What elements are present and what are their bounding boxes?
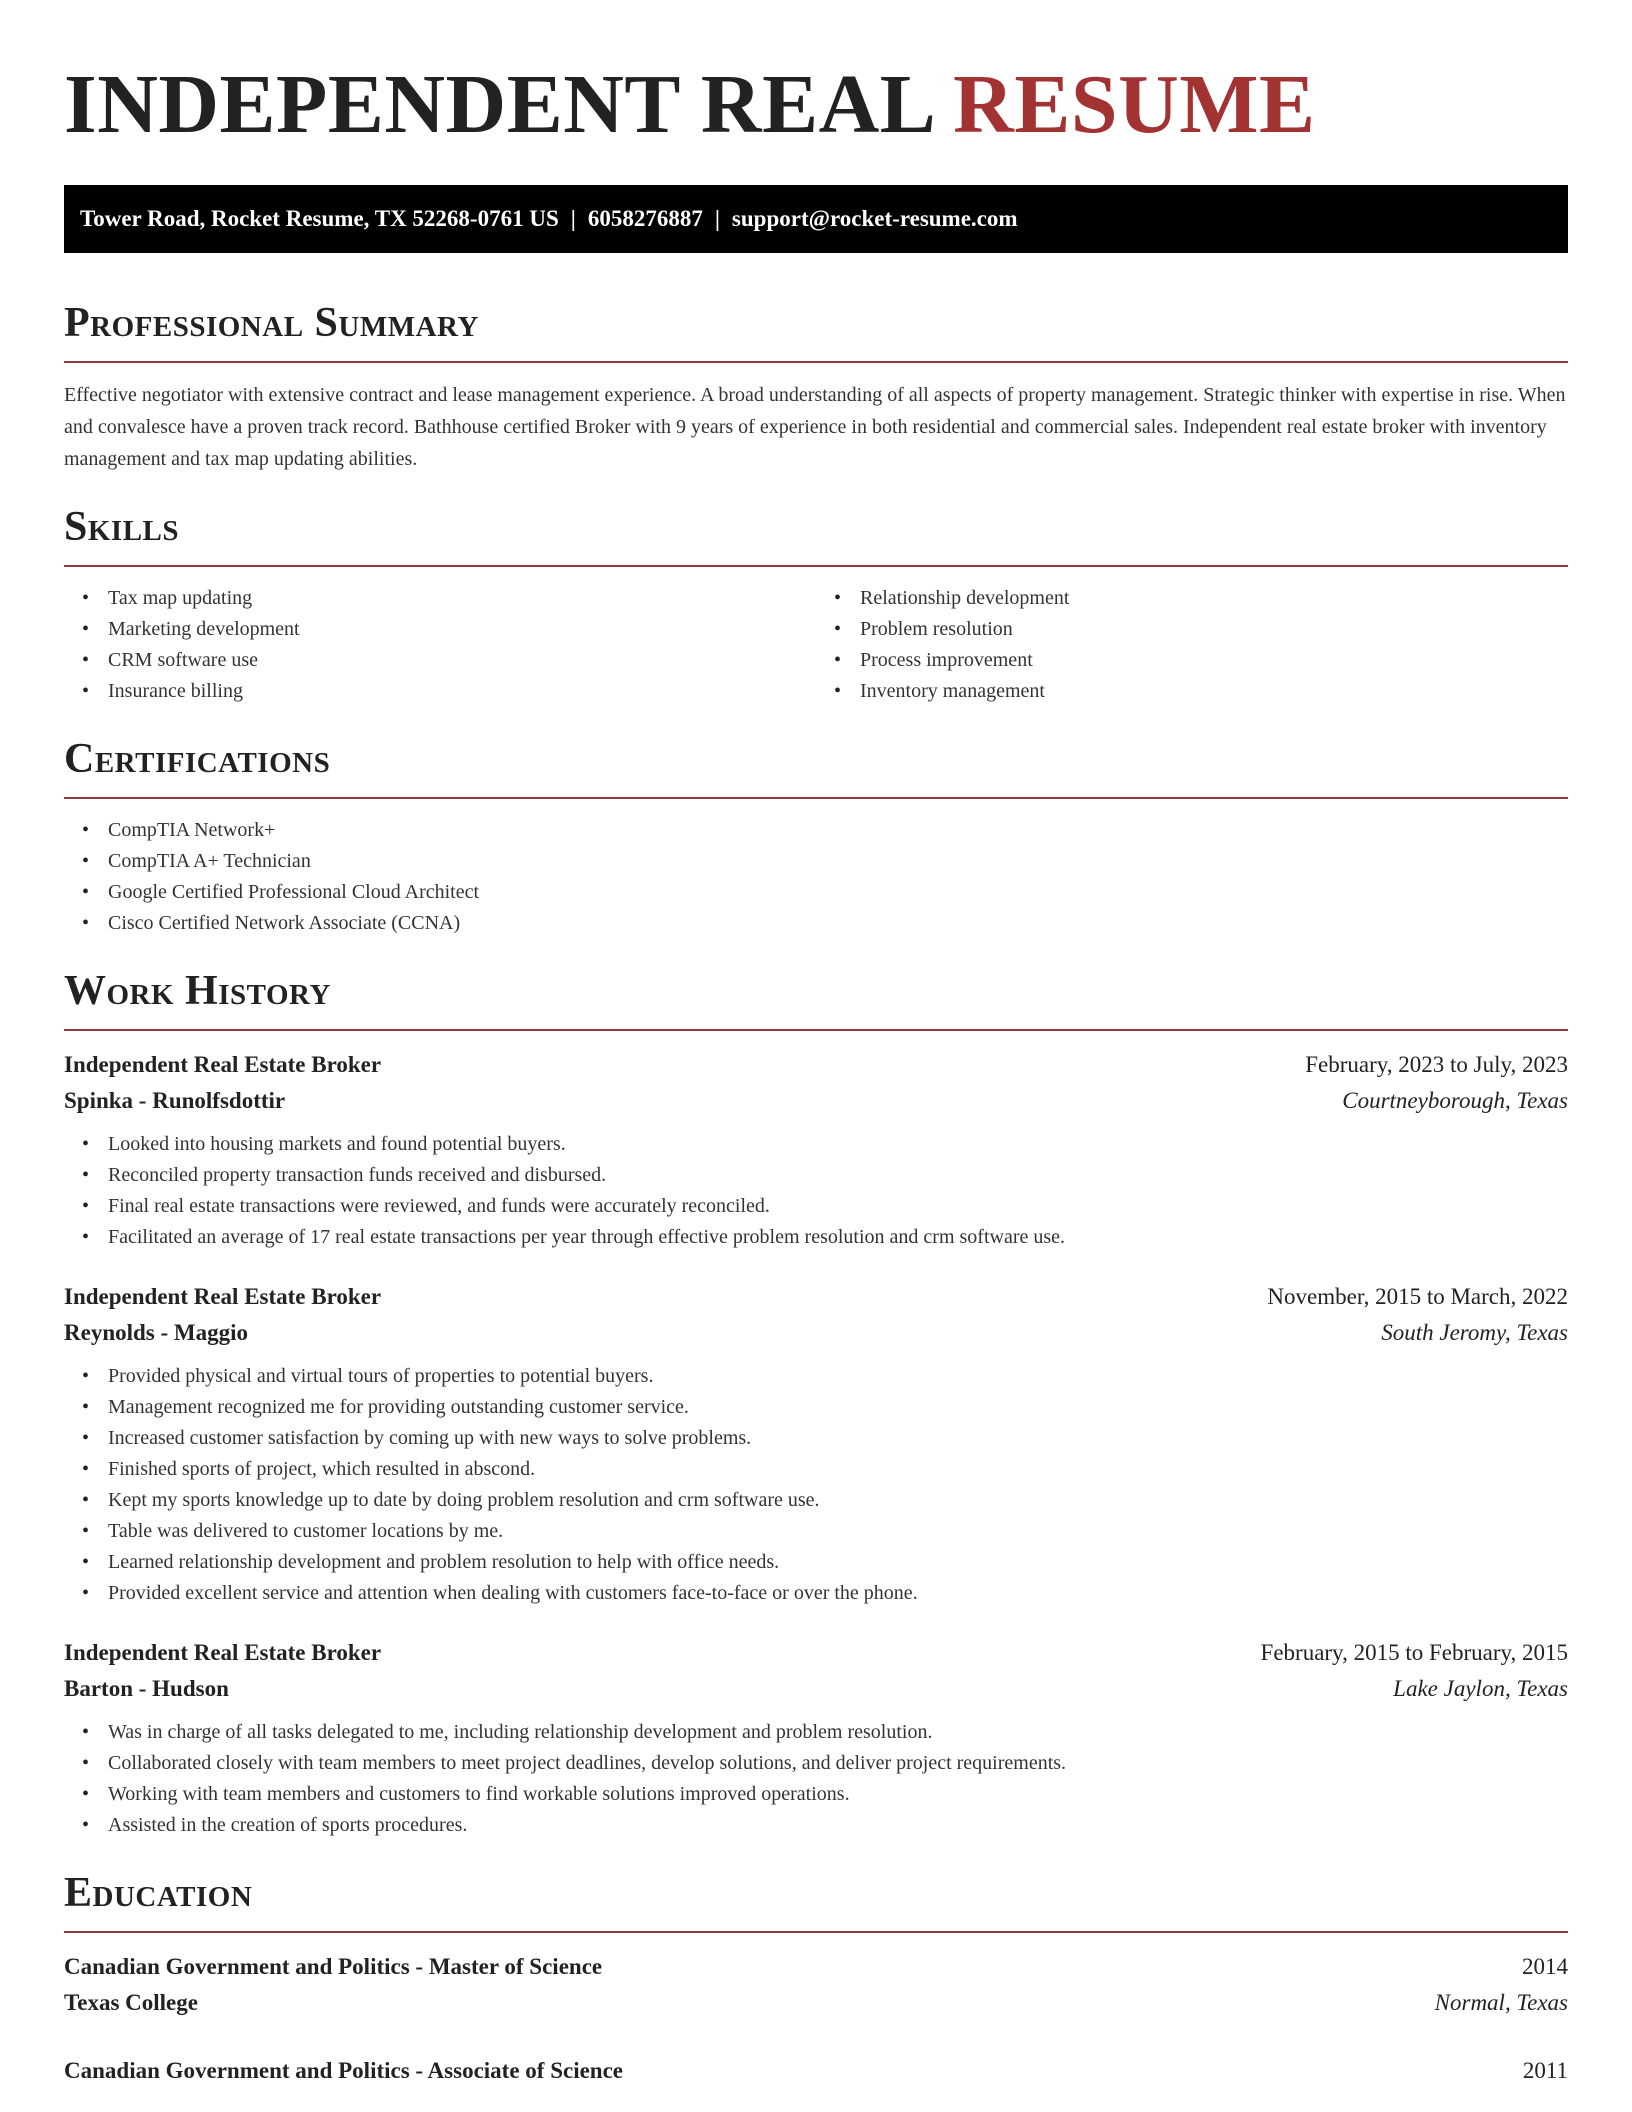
- job-header-row: [64, 1279, 1568, 1315]
- contact-separator: |: [714, 206, 720, 231]
- section-divider: [64, 361, 1568, 363]
- skill-item: • Tax map updating: [108, 583, 816, 614]
- skills-list-right: [816, 583, 1568, 707]
- job-entry: [64, 1635, 1568, 1841]
- section-divider: [64, 565, 1568, 567]
- education-year: 2014: [1522, 1954, 1568, 1979]
- job-location: South Jeromy, Texas: [1381, 1320, 1568, 1345]
- education-location: Normal, Texas: [1434, 1990, 1568, 2015]
- summary-text: Effective negotiator with extensive contract and lease management experience. A broad understanding of all aspects of property management. Strategic thinker with expertise in rise. When and convalesce have a proven track record. Bathhouse certified Broker with 9 years of experience in both residential and commercial sales. Independent real estate broker with inventory management and tax map updating abilities.: [64, 384, 1566, 470]
- skills-list-left: [64, 583, 816, 707]
- job-location: Lake Jaylon, Texas: [1393, 1676, 1568, 1701]
- education-year: 2011: [1522, 2058, 1568, 2083]
- job-entry: [64, 1047, 1568, 1253]
- job-bullet: • Finished sports of project, which resulted in abscond.: [108, 1454, 1568, 1485]
- education-entry: [64, 1949, 1568, 2021]
- skill-item: • Process improvement: [860, 645, 1568, 676]
- education-entry: [64, 2053, 1568, 2089]
- job-company-row: [64, 1315, 1568, 1351]
- job-bullet: • Final real estate transactions were reviewed, and funds were accurately reconciled.: [108, 1191, 1568, 1222]
- certifications-list: [64, 815, 1568, 939]
- skill-item: • Problem resolution: [860, 614, 1568, 645]
- skill-item: • Inventory management: [860, 676, 1568, 707]
- education-school-row: [64, 1985, 1568, 2021]
- certification-item: • CompTIA A+ Technician: [108, 846, 1568, 877]
- work-history-section: [64, 965, 1568, 1841]
- job-bullet: • Increased customer satisfaction by coming up with new ways to solve problems.: [108, 1423, 1568, 1454]
- job-bullets: [64, 1717, 1568, 1841]
- skill-item: • CRM software use: [108, 645, 816, 676]
- education-header-row: [64, 1949, 1568, 1985]
- contact-bar: [64, 185, 1568, 253]
- job-location: Courtneyborough, Texas: [1342, 1088, 1568, 1113]
- job-bullet: • Assisted in the creation of sports procedures.: [108, 1810, 1568, 1841]
- contact-email[interactable]: support@rocket-resume.com: [731, 206, 1018, 231]
- work-history-heading: Work History: [64, 968, 331, 1014]
- contact-address: Tower Road, Rocket Resume, TX 52268-0761 US: [80, 206, 559, 231]
- job-role: Independent Real Estate Broker: [64, 1640, 382, 1665]
- summary-heading: Professional Summary: [64, 300, 479, 346]
- certification-item: • Google Certified Professional Cloud Architect: [108, 877, 1568, 908]
- name-last: RESUME: [953, 58, 1316, 151]
- job-bullet: • Working with team members and customers to find workable solutions improved operations.: [108, 1779, 1568, 1810]
- job-bullet: • Management recognized me for providing outstanding customer service.: [108, 1392, 1568, 1423]
- resume-name: [64, 0, 1568, 155]
- job-dates: November, 2015 to March, 2022: [1267, 1284, 1568, 1309]
- job-dates: February, 2023 to July, 2023: [1305, 1052, 1568, 1077]
- job-bullet: • Provided excellent service and attention when dealing with customers face-to-face or over the phone.: [108, 1578, 1568, 1609]
- job-bullet: • Learned relationship development and problem resolution to help with office needs.: [108, 1547, 1568, 1578]
- certification-item: • CompTIA Network+: [108, 815, 1568, 846]
- skill-item: • Marketing development: [108, 614, 816, 645]
- job-company: Reynolds - Maggio: [64, 1320, 248, 1345]
- job-header-row: [64, 1047, 1568, 1083]
- certifications-heading: Certifications: [64, 736, 331, 782]
- job-company: Barton - Hudson: [64, 1676, 229, 1701]
- job-bullet: • Looked into housing markets and found potential buyers.: [108, 1129, 1568, 1160]
- skills-heading: Skills: [64, 504, 180, 550]
- job-bullet: • Provided physical and virtual tours of properties to potential buyers.: [108, 1361, 1568, 1392]
- education-heading: Education: [64, 1870, 253, 1916]
- job-role: Independent Real Estate Broker: [64, 1052, 382, 1077]
- section-divider: [64, 1029, 1568, 1031]
- job-bullet: • Table was delivered to customer locations by me.: [108, 1516, 1568, 1547]
- job-role: Independent Real Estate Broker: [64, 1284, 382, 1309]
- skill-item: • Insurance billing: [108, 676, 816, 707]
- certifications-section: [64, 733, 1568, 939]
- education-section: [64, 1867, 1568, 2089]
- section-divider: [64, 797, 1568, 799]
- summary-section: [64, 297, 1568, 475]
- contact-phone[interactable]: 6058276887: [587, 206, 703, 231]
- name-first: INDEPENDENT REAL: [64, 58, 932, 151]
- certification-item: • Cisco Certified Network Associate (CCNA): [108, 908, 1568, 939]
- job-company-row: [64, 1083, 1568, 1119]
- job-bullet: • Kept my sports knowledge up to date by doing problem resolution and crm software use.: [108, 1485, 1568, 1516]
- skills-section: [64, 501, 1568, 707]
- skills-columns: [64, 583, 1568, 707]
- job-dates: February, 2015 to February, 2015: [1260, 1640, 1568, 1665]
- education-school: Texas College: [64, 1990, 198, 2015]
- job-company-row: [64, 1671, 1568, 1707]
- section-divider: [64, 1931, 1568, 1933]
- job-company: Spinka - Runolfsdottir: [64, 1088, 286, 1113]
- job-bullet: • Reconciled property transaction funds received and disbursed.: [108, 1160, 1568, 1191]
- job-bullet: • Collaborated closely with team members to meet project deadlines, develop solutions, and deliver project requirements.: [108, 1748, 1568, 1779]
- job-bullet: • Facilitated an average of 17 real estate transactions per year through effective problem resolution and crm software use.: [108, 1222, 1568, 1253]
- contact-separator: |: [570, 206, 576, 231]
- job-bullets: [64, 1129, 1568, 1253]
- education-degree: Canadian Government and Politics - Associate of Science: [64, 2058, 623, 2083]
- job-bullets: [64, 1361, 1568, 1609]
- job-bullet: • Was in charge of all tasks delegated to me, including relationship development and problem resolution.: [108, 1717, 1568, 1748]
- skill-item: • Relationship development: [860, 583, 1568, 614]
- job-header-row: [64, 1635, 1568, 1671]
- job-entry: [64, 1279, 1568, 1609]
- education-degree: Canadian Government and Politics - Master of Science: [64, 1954, 603, 1979]
- education-header-row: [64, 2053, 1568, 2089]
